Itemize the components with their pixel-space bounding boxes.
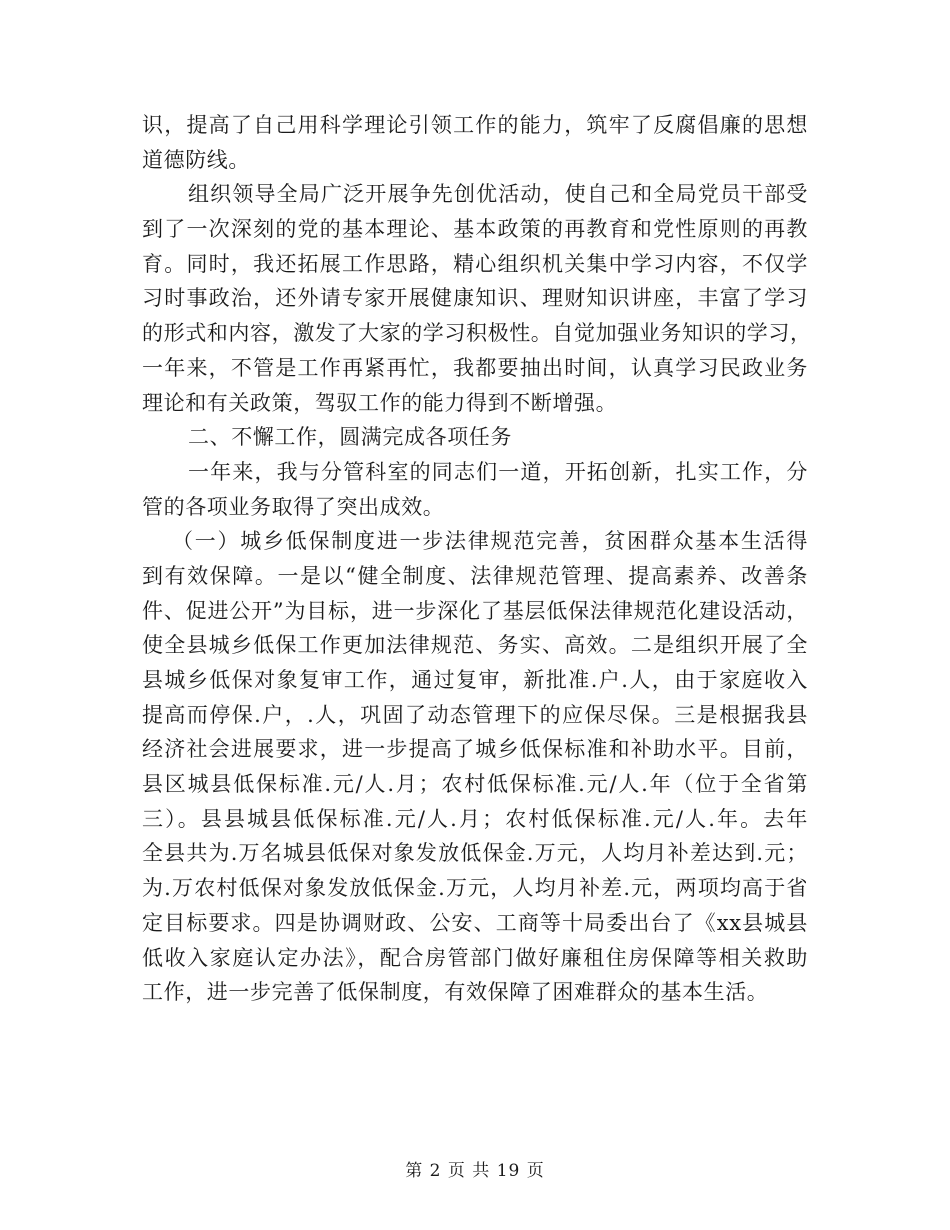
- text-line: 到了一次深刻的党的基本理论、基本政策的再教育和党性原则的再教: [142, 217, 808, 242]
- text-line: 县城乡低保对象复审工作，通过复审，新批准.户.人，由于家庭收入: [142, 668, 808, 692]
- section-heading: 二、不懈工作，圆满完成各项任务: [188, 425, 512, 450]
- paragraph-start-line: 组织领导全局广泛开展争先创优活动，使自己和全局党员干部受: [188, 182, 808, 207]
- text-line: 提高而停保.户，.人，巩固了动态管理下的应保尽保。三是根据我县: [142, 702, 808, 727]
- text-line: 的形式和内容，激发了大家的学习积极性。自觉加强业务知识的学习，: [142, 321, 812, 346]
- page-number-footer: 第 2 页 共 19 页: [405, 1161, 545, 1181]
- text-line: 道德防线。: [142, 147, 250, 172]
- text-line: 全县共为.万名城县低保对象发放低保金.万元，人均月补差达到.元；: [142, 841, 808, 866]
- text-line: 经济社会进展要求，进一步提高了城乡低保标准和补助水平。目前，: [142, 737, 808, 762]
- text-line: 育。同时，我还拓展工作思路，精心组织机关集中学习内容，不仅学: [142, 251, 808, 276]
- text-line: 管的各项业务取得了突出成效。: [142, 494, 445, 519]
- text-line: 低收入家庭认定办法》，配合房管部门做好廉租住房保障等相关救助: [142, 945, 808, 970]
- text-line: 到有效保障。一是以“健全制度、法律规范管理、提高素养、改善条: [142, 563, 808, 588]
- text-line: 定目标要求。四是协调财政、公安、工商等十局委出台了《xx县城县: [142, 910, 808, 935]
- text-line: 工作，进一步完善了低保制度，有效保障了困难群众的基本生活。: [142, 980, 769, 1005]
- text-line: 为.万农村低保对象发放低保金.万元，人均月补差.元，两项均高于省: [142, 876, 808, 901]
- document-body: [142, 108, 812, 1010]
- text-line: 一年来，不管是工作再紧再忙，我都要抽出时间，认真学习民政业务: [142, 355, 808, 380]
- text-line: 理论和有关政策，驾驭工作的能力得到不断增强。: [142, 390, 618, 415]
- text-line: 习时事政治，还外请专家开展健康知识、理财知识讲座，丰富了学习: [142, 286, 808, 311]
- text-line: 县区城县低保标准.元/人.月；农村低保标准.元/人.年（位于全省第: [142, 772, 808, 797]
- paragraph-start-line: 一年来，我与分管科室的同志们一道，开拓创新，扎实工作，分: [188, 459, 808, 484]
- text-line: 使全县城乡低保工作更加法律规范、务实、高效。二是组织开展了全: [142, 633, 808, 658]
- text-line: 件、促进公开”为目标，进一步深化了基层低保法律规范化建设活动，: [142, 598, 808, 623]
- text-line: 识，提高了自己用科学理论引领工作的能力，筑牢了反腐倡廉的思想: [142, 113, 808, 137]
- text-line: 三）。县县城县低保标准.元/人.月；农村低保标准.元/人.年。去年: [142, 806, 808, 831]
- subsection-start-line: （一）城乡低保制度进一步法律规范完善，贫困群众基本生活得: [172, 529, 808, 554]
